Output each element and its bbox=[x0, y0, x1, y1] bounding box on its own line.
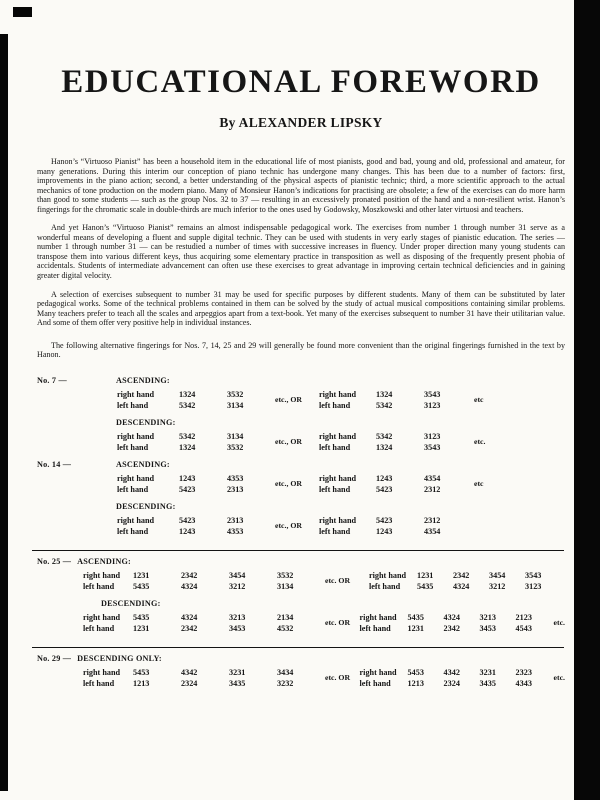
finger-value: 4354 bbox=[424, 473, 441, 483]
finger-value: 1243 bbox=[376, 526, 393, 536]
hand-label: right hand bbox=[83, 570, 121, 580]
section-heading: ASCENDING: bbox=[116, 375, 170, 385]
finger-value: 3212 bbox=[229, 581, 246, 591]
hand-label: right hand bbox=[117, 473, 155, 483]
hand-label: left hand bbox=[117, 526, 149, 536]
finger-value: 4353 bbox=[227, 526, 244, 536]
primary-fingering-group bbox=[117, 431, 275, 453]
finger-value: 5342 bbox=[179, 431, 196, 441]
hand-label: right hand bbox=[117, 515, 155, 525]
finger-value: 3454 bbox=[489, 570, 506, 580]
or-connector: etc., OR bbox=[275, 479, 303, 489]
hand-label: left hand bbox=[359, 678, 391, 688]
hand-row bbox=[319, 442, 472, 453]
hand-label: right hand bbox=[359, 667, 397, 677]
finger-value: 3453 bbox=[479, 623, 496, 633]
finger-value: 3532 bbox=[227, 442, 244, 452]
exercise-section bbox=[37, 654, 565, 689]
section-heading: DESCENDING: bbox=[116, 417, 176, 427]
alternative-fingering-group bbox=[360, 612, 552, 634]
foreword-paragraph: And yet Hanon’s “Virtuoso Pianist” remains an almost indispensable pedagogical work. The exercises from number 1 through number 31 serve as a wonderful means of developing a fluent and supple digital technic. They can be used with students in very early stages of pianistic education. The series — number 1 through number 31 — can be restudied a number of times with successive increases in fluency. Under proper direction many young students can transpose them into various different keys, thus acquiring some elementary practice in transposition as well as disposing of the frequently present phobia of accidentals. Students of intermediate advancement can often use these exercises to great advantage in improving certain technical deficiencies and in gaining greater digital velocity. bbox=[37, 223, 565, 281]
hand-label: left hand bbox=[319, 526, 351, 536]
finger-value: 3213 bbox=[479, 612, 496, 622]
byline: By ALEXANDER LIPSKY bbox=[219, 115, 383, 130]
or-connector: etc. OR bbox=[325, 618, 351, 628]
or-connector: etc. OR bbox=[325, 576, 351, 586]
fingering-rows bbox=[117, 473, 565, 495]
finger-value: 5453 bbox=[407, 667, 424, 677]
finger-value: 3435 bbox=[229, 678, 246, 688]
finger-value: 4324 bbox=[181, 581, 198, 591]
hand-row bbox=[83, 581, 325, 592]
finger-value: 5435 bbox=[407, 612, 424, 622]
finger-value: 1213 bbox=[407, 678, 424, 688]
hand-row bbox=[319, 431, 472, 442]
hand-row bbox=[319, 473, 472, 484]
finger-value: 4342 bbox=[181, 667, 198, 677]
finger-value: 1231 bbox=[133, 623, 150, 633]
finger-value: 3232 bbox=[277, 678, 294, 688]
finger-value: 3543 bbox=[525, 570, 542, 580]
hand-label: right hand bbox=[117, 431, 155, 441]
finger-value: 4324 bbox=[443, 612, 460, 622]
exercise-block bbox=[37, 654, 565, 689]
finger-value: 3532 bbox=[227, 389, 244, 399]
finger-value: 5453 bbox=[133, 667, 150, 677]
hand-label: left hand bbox=[319, 484, 351, 494]
finger-value: 5342 bbox=[376, 431, 393, 441]
finger-value: 4324 bbox=[453, 581, 470, 591]
hand-row bbox=[319, 400, 472, 411]
finger-value: 4343 bbox=[515, 678, 532, 688]
finger-value: 1231 bbox=[407, 623, 424, 633]
hand-row bbox=[360, 612, 552, 623]
exercise-number-label: No. 7 — bbox=[37, 375, 67, 385]
hand-label: right hand bbox=[83, 667, 121, 677]
finger-value: 1324 bbox=[179, 442, 196, 452]
hand-label: left hand bbox=[319, 442, 351, 452]
finger-value: 3123 bbox=[424, 400, 441, 410]
fingering-rows bbox=[117, 389, 565, 411]
hand-label: left hand bbox=[117, 442, 149, 452]
or-connector: etc., OR bbox=[275, 521, 303, 531]
finger-value: 4543 bbox=[515, 623, 532, 633]
hand-label: right hand bbox=[319, 473, 357, 483]
section-heading-line bbox=[37, 502, 565, 512]
exercise-block bbox=[37, 557, 565, 634]
finger-value: 5435 bbox=[133, 581, 150, 591]
foreword-paragraph: The following alternative fingerings for Nos. 7, 14, 25 and 29 will generally be found more convenient than the original fingerings furnished in the text by Hanon. bbox=[37, 340, 565, 360]
finger-value: 3123 bbox=[424, 431, 441, 441]
hand-row bbox=[369, 581, 561, 592]
finger-value: 3435 bbox=[479, 678, 496, 688]
section-heading: DESCENDING: bbox=[116, 501, 176, 511]
scan-edge-artifact-right bbox=[574, 0, 600, 800]
finger-value: 4353 bbox=[227, 473, 244, 483]
hand-row bbox=[117, 515, 275, 526]
fingering-rows bbox=[83, 570, 565, 592]
hand-row bbox=[360, 667, 552, 678]
exercise-number-label: No. 29 — bbox=[37, 653, 72, 663]
finger-value: 2123 bbox=[515, 612, 532, 622]
hand-row bbox=[117, 526, 275, 537]
alternative-fingering-group bbox=[319, 515, 472, 537]
or-connector: etc. OR bbox=[325, 673, 351, 683]
fingering-rows bbox=[83, 667, 565, 689]
hand-row bbox=[117, 431, 275, 442]
hand-row bbox=[117, 389, 275, 400]
etc-trailer: etc bbox=[474, 395, 484, 405]
primary-fingering-group bbox=[83, 667, 325, 689]
finger-value: 1324 bbox=[376, 389, 393, 399]
hand-label: left hand bbox=[83, 581, 115, 591]
hand-row bbox=[83, 612, 325, 623]
exercise-section bbox=[37, 502, 565, 537]
hand-label: left hand bbox=[83, 678, 115, 688]
finger-value: 3134 bbox=[277, 581, 294, 591]
hand-label: left hand bbox=[83, 623, 115, 633]
etc-trailer: etc bbox=[474, 479, 484, 489]
section-heading-line bbox=[37, 654, 565, 664]
exercise-number-label: No. 14 — bbox=[37, 459, 72, 469]
scan-mark-top-left bbox=[13, 7, 32, 17]
finger-value: 2312 bbox=[424, 515, 441, 525]
finger-value: 5423 bbox=[179, 515, 196, 525]
exercise-section bbox=[37, 376, 565, 411]
hand-row bbox=[360, 623, 552, 634]
finger-value: 2324 bbox=[181, 678, 198, 688]
finger-value: 2342 bbox=[181, 570, 198, 580]
finger-value: 3231 bbox=[229, 667, 246, 677]
hand-row bbox=[369, 570, 561, 581]
section-heading-line bbox=[37, 376, 565, 386]
hand-row bbox=[319, 526, 472, 537]
section-heading: ASCENDING: bbox=[77, 556, 131, 566]
finger-value: 4532 bbox=[277, 623, 294, 633]
finger-value: 3123 bbox=[525, 581, 542, 591]
finger-value: 4324 bbox=[181, 612, 198, 622]
hand-row bbox=[83, 623, 325, 634]
finger-value: 2342 bbox=[443, 623, 460, 633]
section-divider-rule bbox=[32, 550, 564, 551]
hand-row bbox=[117, 473, 275, 484]
exercise-block bbox=[37, 460, 565, 537]
primary-fingering-group bbox=[117, 515, 275, 537]
hand-label: right hand bbox=[83, 612, 121, 622]
finger-value: 2312 bbox=[424, 484, 441, 494]
finger-value: 1324 bbox=[179, 389, 196, 399]
finger-value: 1243 bbox=[179, 473, 196, 483]
section-heading-line bbox=[37, 418, 565, 428]
finger-value: 3543 bbox=[424, 389, 441, 399]
finger-value: 3453 bbox=[229, 623, 246, 633]
etc-trailer: etc. bbox=[474, 437, 486, 447]
finger-value: 5435 bbox=[417, 581, 434, 591]
hand-label: left hand bbox=[117, 400, 149, 410]
finger-value: 2313 bbox=[227, 515, 244, 525]
scan-edge-artifact-left bbox=[0, 34, 8, 791]
alternative-fingering-group bbox=[319, 473, 472, 495]
finger-value: 1324 bbox=[376, 442, 393, 452]
section-heading-line bbox=[37, 557, 565, 567]
hand-label: left hand bbox=[369, 581, 401, 591]
finger-value: 1243 bbox=[179, 526, 196, 536]
exercise-number-label: No. 25 — bbox=[37, 556, 72, 566]
finger-value: 5435 bbox=[133, 612, 150, 622]
page-content bbox=[37, 64, 565, 696]
finger-value: 3213 bbox=[229, 612, 246, 622]
page-title: EDUCATIONAL FOREWORD bbox=[61, 64, 541, 100]
finger-value: 1231 bbox=[133, 570, 150, 580]
finger-value: 2324 bbox=[443, 678, 460, 688]
exercise-block bbox=[37, 376, 565, 453]
alternative-fingering-group bbox=[319, 431, 472, 453]
hand-label: left hand bbox=[359, 623, 391, 633]
section-divider-rule bbox=[32, 647, 564, 648]
finger-value: 4342 bbox=[443, 667, 460, 677]
finger-value: 1231 bbox=[417, 570, 434, 580]
primary-fingering-group bbox=[83, 612, 325, 634]
or-connector: etc., OR bbox=[275, 437, 303, 447]
alternative-fingering-group bbox=[360, 667, 552, 689]
finger-value: 5342 bbox=[179, 400, 196, 410]
finger-value: 5423 bbox=[376, 515, 393, 525]
hand-row bbox=[117, 400, 275, 411]
finger-value: 2342 bbox=[453, 570, 470, 580]
finger-value: 5423 bbox=[179, 484, 196, 494]
section-heading-line bbox=[37, 599, 565, 609]
finger-value: 5423 bbox=[376, 484, 393, 494]
primary-fingering-group bbox=[117, 389, 275, 411]
hand-row bbox=[83, 570, 325, 581]
hand-label: left hand bbox=[117, 484, 149, 494]
hand-row bbox=[319, 484, 472, 495]
exercise-section bbox=[37, 418, 565, 453]
hand-row bbox=[117, 442, 275, 453]
section-heading-line bbox=[37, 460, 565, 470]
hand-label: right hand bbox=[359, 612, 397, 622]
fingering-rows bbox=[83, 612, 565, 634]
finger-value: 2134 bbox=[277, 612, 294, 622]
primary-fingering-group bbox=[117, 473, 275, 495]
finger-value: 3543 bbox=[424, 442, 441, 452]
primary-fingering-group bbox=[83, 570, 325, 592]
hand-row bbox=[319, 389, 472, 400]
hand-row bbox=[83, 667, 325, 678]
finger-value: 5342 bbox=[376, 400, 393, 410]
etc-trailer: etc. bbox=[553, 673, 565, 683]
section-heading: ASCENDING: bbox=[116, 459, 170, 469]
exercise-section bbox=[37, 460, 565, 495]
exercise-section bbox=[37, 599, 565, 634]
finger-value: 2342 bbox=[181, 623, 198, 633]
alternative-fingering-group bbox=[319, 389, 472, 411]
hand-row bbox=[117, 484, 275, 495]
or-connector: etc., OR bbox=[275, 395, 303, 405]
foreword-paragraph: A selection of exercises subsequent to number 31 may be used for specific purposes by different students. Many of them can be substituted by later pedagogical works. Some of the technical problems contained in them can be solved by the study of actual musical compositions containing similar problems. Many teachers prefer to teach all the scales and arpeggios apart from a text-book. Yet many of the exercises subsequent to number 31 have their utilitarian value. And some of them offer very positive help in individual instances. bbox=[37, 289, 565, 328]
exercise-tables bbox=[37, 376, 565, 689]
hand-row bbox=[319, 515, 472, 526]
finger-value: 3454 bbox=[229, 570, 246, 580]
finger-value: 3434 bbox=[277, 667, 294, 677]
exercise-section bbox=[37, 557, 565, 592]
finger-value: 1213 bbox=[133, 678, 150, 688]
finger-value: 3532 bbox=[277, 570, 294, 580]
hand-label: right hand bbox=[117, 389, 155, 399]
finger-value: 3212 bbox=[489, 581, 506, 591]
fingering-rows bbox=[117, 431, 565, 453]
alternative-fingering-group bbox=[369, 570, 561, 592]
finger-value: 3231 bbox=[479, 667, 496, 677]
finger-value: 3134 bbox=[227, 431, 244, 441]
hand-label: right hand bbox=[319, 389, 357, 399]
finger-value: 1243 bbox=[376, 473, 393, 483]
hand-row bbox=[83, 678, 325, 689]
hand-label: right hand bbox=[319, 515, 357, 525]
hand-label: left hand bbox=[319, 400, 351, 410]
fingering-rows bbox=[117, 515, 565, 537]
section-heading: DESCENDING: bbox=[101, 598, 161, 608]
finger-value: 2313 bbox=[227, 484, 244, 494]
section-heading: DESCENDING ONLY: bbox=[77, 653, 162, 663]
finger-value: 4354 bbox=[424, 526, 441, 536]
etc-trailer: etc. bbox=[553, 618, 565, 628]
hand-label: right hand bbox=[319, 431, 357, 441]
finger-value: 3134 bbox=[227, 400, 244, 410]
foreword-paragraph: Hanon’s “Virtuoso Pianist” has been a household item in the educational life of most pianists, good and bad, young and old, professional and amateur, for many generations. During this interim our conception of piano technic has undergone many changes. This has been due to a number of factors: first, improvements in the piano action; second, a better understanding of the physical aspects of pianistic technic; third, a more scientific approach to the actual mechanics of tone production on the modern piano. Many of Monsieur Hanon’s indications for practising are obsolete; a few of the exercises can do more harm than good to some students — such as the group Nos. 32 to 37 — resulting in an excessively pronated position of the hand and a non-resilient wrist. Hanon’s fingerings for the chromatic scale in double-thirds are much inferior to the ones used by Godowsky, Moszkowski and other later virtuosi and teachers. bbox=[37, 157, 565, 214]
hand-row bbox=[360, 678, 552, 689]
finger-value: 2323 bbox=[515, 667, 532, 677]
hand-label: right hand bbox=[369, 570, 407, 580]
